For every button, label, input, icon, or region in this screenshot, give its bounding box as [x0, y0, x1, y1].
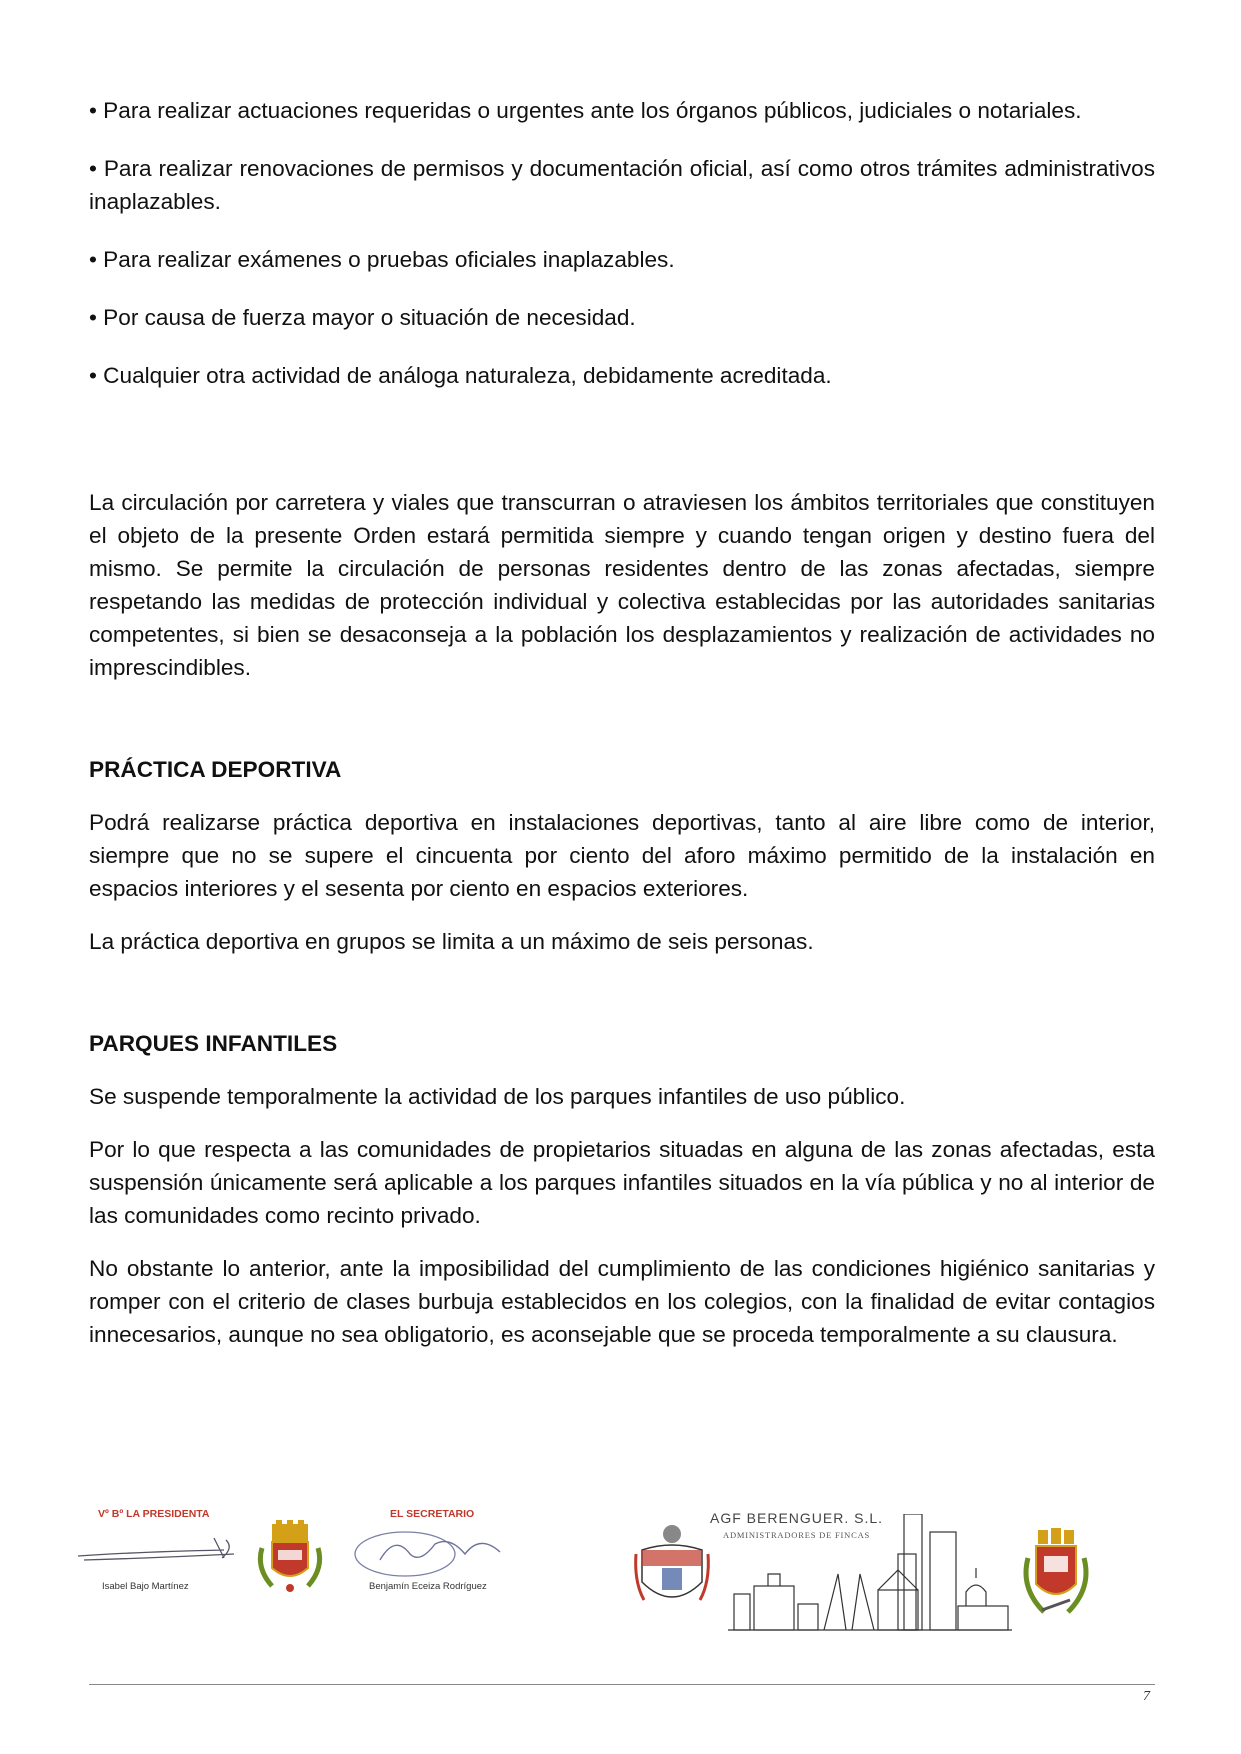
- company-name: AGF BERENGUER. S.L.: [710, 1510, 884, 1526]
- bullet-item: • Para realizar exámenes o pruebas oficiales inaplazables.: [89, 247, 675, 272]
- secretary-name: Benjamín Eceiza Rodríguez: [369, 1581, 487, 1592]
- bullet-item: • Por causa de fuerza mayor o situación de necesidad.: [89, 305, 636, 330]
- professional-college-crest-icon: [1016, 1528, 1096, 1622]
- community-crest-icon: [250, 1518, 330, 1598]
- page-number: 7: [1143, 1689, 1150, 1704]
- page-body: [89, 94, 1155, 1351]
- section-heading-sport: PRÁCTICA DEPORTIVA: [89, 757, 342, 782]
- city-skyline-icon: [728, 1514, 1012, 1632]
- bullet-item: • Para realizar renovaciones de permisos y documentación oficial, así como otros trámites administrativos inaplazables.: [89, 156, 1155, 214]
- president-name: Isabel Bajo Martínez: [102, 1581, 189, 1592]
- parks-paragraph-2: Por lo que respecta a las comunidades de propietarios situadas en alguna de las zonas afectadas, esta suspensión únicamente será aplicable a los parques infantiles situados en la vía pública y no al interior de las comunidades como recinto privado.: [89, 1137, 1155, 1228]
- sport-paragraph-2: La práctica deportiva en grupos se limita a un máximo de seis personas.: [89, 929, 814, 954]
- sport-paragraph-1: Podrá realizarse práctica deportiva en instalaciones deportivas, tanto al aire libre como de interior, siempre que no se supere el cincuenta por ciento del aforo máximo permitido de la instalación en espacios interiores y el sesenta por ciento en espacios exteriores.: [89, 810, 1155, 901]
- bullet-item: • Para realizar actuaciones requeridas o urgentes ante los órganos públicos, judiciales o notariales.: [89, 98, 1082, 123]
- footer-rule: [89, 1684, 1155, 1685]
- section-heading-parks: PARQUES INFANTILES: [89, 1031, 338, 1056]
- president-signature: [74, 1528, 244, 1568]
- parks-paragraph-1: Se suspende temporalmente la actividad de los parques infantiles de uso público.: [89, 1084, 906, 1109]
- bullet-item: • Cualquier otra actividad de análoga naturaleza, debidamente acreditada.: [89, 363, 832, 388]
- signature-footer: [0, 1500, 1241, 1660]
- parks-paragraph-3: No obstante lo anterior, ante la imposibilidad del cumplimiento de las condiciones higiénico sanitarias y romper con el criterio de clases burbuja establecidos en los colegios, con la finalidad de evitar contagios innecesarios, aunque no sea obligatorio, es aconsejable que se proceda temporalmente a su clausura.: [89, 1256, 1155, 1347]
- family-coat-of-arms-icon: [632, 1522, 712, 1622]
- secretary-signature: [350, 1524, 510, 1580]
- circulation-paragraph: La circulación por carretera y viales que transcurran o atraviesen los ámbitos territoriales que constituyen el objeto de la presente Orden estará permitida siempre y cuando tengan origen y destino fuera del mismo. Se permite la circulación de personas residentes dentro de las zonas afectadas, siempre respetando las medidas de protección individual y colectiva establecidas por las autoridades sanitarias competentes, si bien se desaconseja a la población los desplazamientos y realización de actividades no imprescindibles.: [89, 490, 1155, 680]
- president-role: Vº Bº LA PRESIDENTA: [98, 1508, 210, 1520]
- company-subtitle: ADMINISTRADORES DE FINCAS: [723, 1530, 871, 1540]
- secretary-role: EL SECRETARIO: [390, 1508, 475, 1520]
